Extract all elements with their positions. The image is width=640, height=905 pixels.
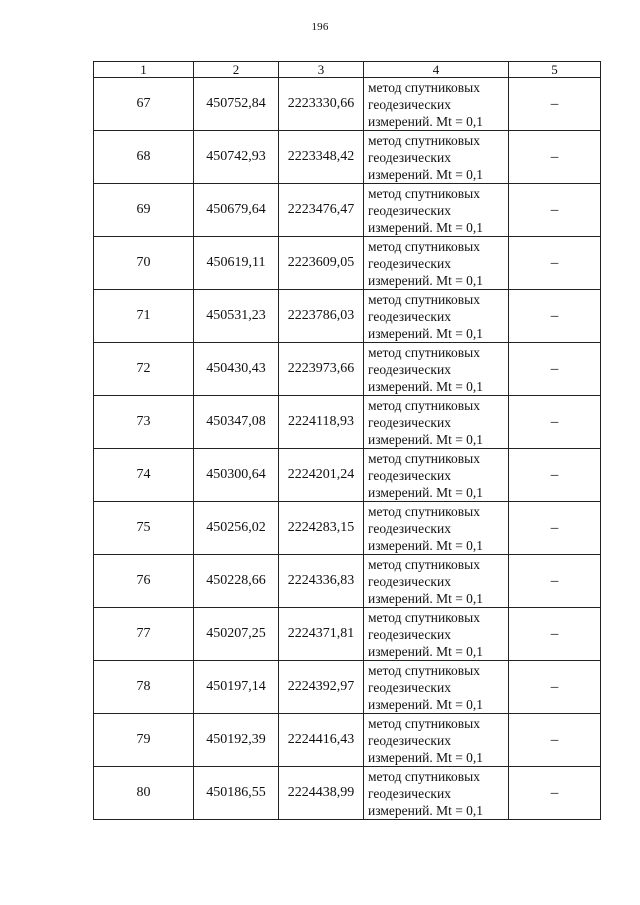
y-coordinate-cell: 2224371,81 [279,608,364,661]
table-body [94,78,601,820]
y-coordinate-cell: 2223973,66 [279,343,364,396]
table-row [94,184,601,237]
x-coordinate-cell: 450679,64 [194,184,279,237]
table-row [94,237,601,290]
method-cell: метод спутниковых геодезических измерений. Mt = 0,1 [364,290,509,343]
y-coordinate-cell: 2224416,43 [279,714,364,767]
note-cell: – [509,396,601,449]
method-cell: метод спутниковых геодезических измерений. Mt = 0,1 [364,714,509,767]
method-cell: метод спутниковых геодезических измерений. Mt = 0,1 [364,184,509,237]
y-coordinate-cell: 2223786,03 [279,290,364,343]
point-number-cell: 74 [94,449,194,502]
method-cell: метод спутниковых геодезических измерений. Mt = 0,1 [364,555,509,608]
note-cell: – [509,767,601,820]
x-coordinate-cell: 450228,66 [194,555,279,608]
table-row [94,396,601,449]
table-header-row [94,62,601,78]
x-coordinate-cell: 450752,84 [194,78,279,131]
note-cell: – [509,502,601,555]
note-cell: – [509,449,601,502]
note-cell: – [509,131,601,184]
y-coordinate-cell: 2223476,47 [279,184,364,237]
y-coordinate-cell: 2224118,93 [279,396,364,449]
method-cell: метод спутниковых геодезических измерений. Mt = 0,1 [364,396,509,449]
y-coordinate-cell: 2223609,05 [279,237,364,290]
x-coordinate-cell: 450619,11 [194,237,279,290]
x-coordinate-cell: 450207,25 [194,608,279,661]
coordinates-table [93,61,601,820]
x-coordinate-cell: 450186,55 [194,767,279,820]
page-number: 196 [311,21,329,33]
x-coordinate-cell: 450192,39 [194,714,279,767]
note-cell: – [509,714,601,767]
method-cell: метод спутниковых геодезических измерений. Mt = 0,1 [364,502,509,555]
x-coordinate-cell: 450197,14 [194,661,279,714]
table-row [94,767,601,820]
x-coordinate-cell: 450256,02 [194,502,279,555]
note-cell: – [509,608,601,661]
note-cell: – [509,184,601,237]
y-coordinate-cell: 2223330,66 [279,78,364,131]
column-header-4: 4 [364,62,509,78]
table-row [94,78,601,131]
note-cell: – [509,555,601,608]
note-cell: – [509,343,601,396]
point-number-cell: 75 [94,502,194,555]
x-coordinate-cell: 450347,08 [194,396,279,449]
point-number-cell: 78 [94,661,194,714]
table-row [94,131,601,184]
table-row [94,449,601,502]
method-cell: метод спутниковых геодезических измерений. Mt = 0,1 [364,343,509,396]
method-cell: метод спутниковых геодезических измерений. Mt = 0,1 [364,661,509,714]
method-cell: метод спутниковых геодезических измерений. Mt = 0,1 [364,131,509,184]
table-row [94,290,601,343]
column-header-2: 2 [194,62,279,78]
table-row [94,608,601,661]
note-cell: – [509,290,601,343]
point-number-cell: 70 [94,237,194,290]
y-coordinate-cell: 2224438,99 [279,767,364,820]
method-cell: метод спутниковых геодезических измерений. Mt = 0,1 [364,608,509,661]
table-row [94,555,601,608]
table-row [94,343,601,396]
y-coordinate-cell: 2224283,15 [279,502,364,555]
point-number-cell: 79 [94,714,194,767]
point-number-cell: 76 [94,555,194,608]
table-row [94,714,601,767]
method-cell: метод спутниковых геодезических измерений. Mt = 0,1 [364,78,509,131]
y-coordinate-cell: 2224392,97 [279,661,364,714]
y-coordinate-cell: 2224201,24 [279,449,364,502]
x-coordinate-cell: 450531,23 [194,290,279,343]
x-coordinate-cell: 450300,64 [194,449,279,502]
point-number-cell: 68 [94,131,194,184]
table-row [94,661,601,714]
method-cell: метод спутниковых геодезических измерений. Mt = 0,1 [364,237,509,290]
point-number-cell: 80 [94,767,194,820]
point-number-cell: 73 [94,396,194,449]
point-number-cell: 69 [94,184,194,237]
table-row [94,502,601,555]
point-number-cell: 71 [94,290,194,343]
y-coordinate-cell: 2223348,42 [279,131,364,184]
note-cell: – [509,661,601,714]
point-number-cell: 77 [94,608,194,661]
x-coordinate-cell: 450742,93 [194,131,279,184]
column-header-5: 5 [509,62,601,78]
y-coordinate-cell: 2224336,83 [279,555,364,608]
method-cell: метод спутниковых геодезических измерений. Mt = 0,1 [364,767,509,820]
note-cell: – [509,237,601,290]
column-header-3: 3 [279,62,364,78]
x-coordinate-cell: 450430,43 [194,343,279,396]
note-cell: – [509,78,601,131]
point-number-cell: 72 [94,343,194,396]
column-header-1: 1 [94,62,194,78]
method-cell: метод спутниковых геодезических измерений. Mt = 0,1 [364,449,509,502]
point-number-cell: 67 [94,78,194,131]
